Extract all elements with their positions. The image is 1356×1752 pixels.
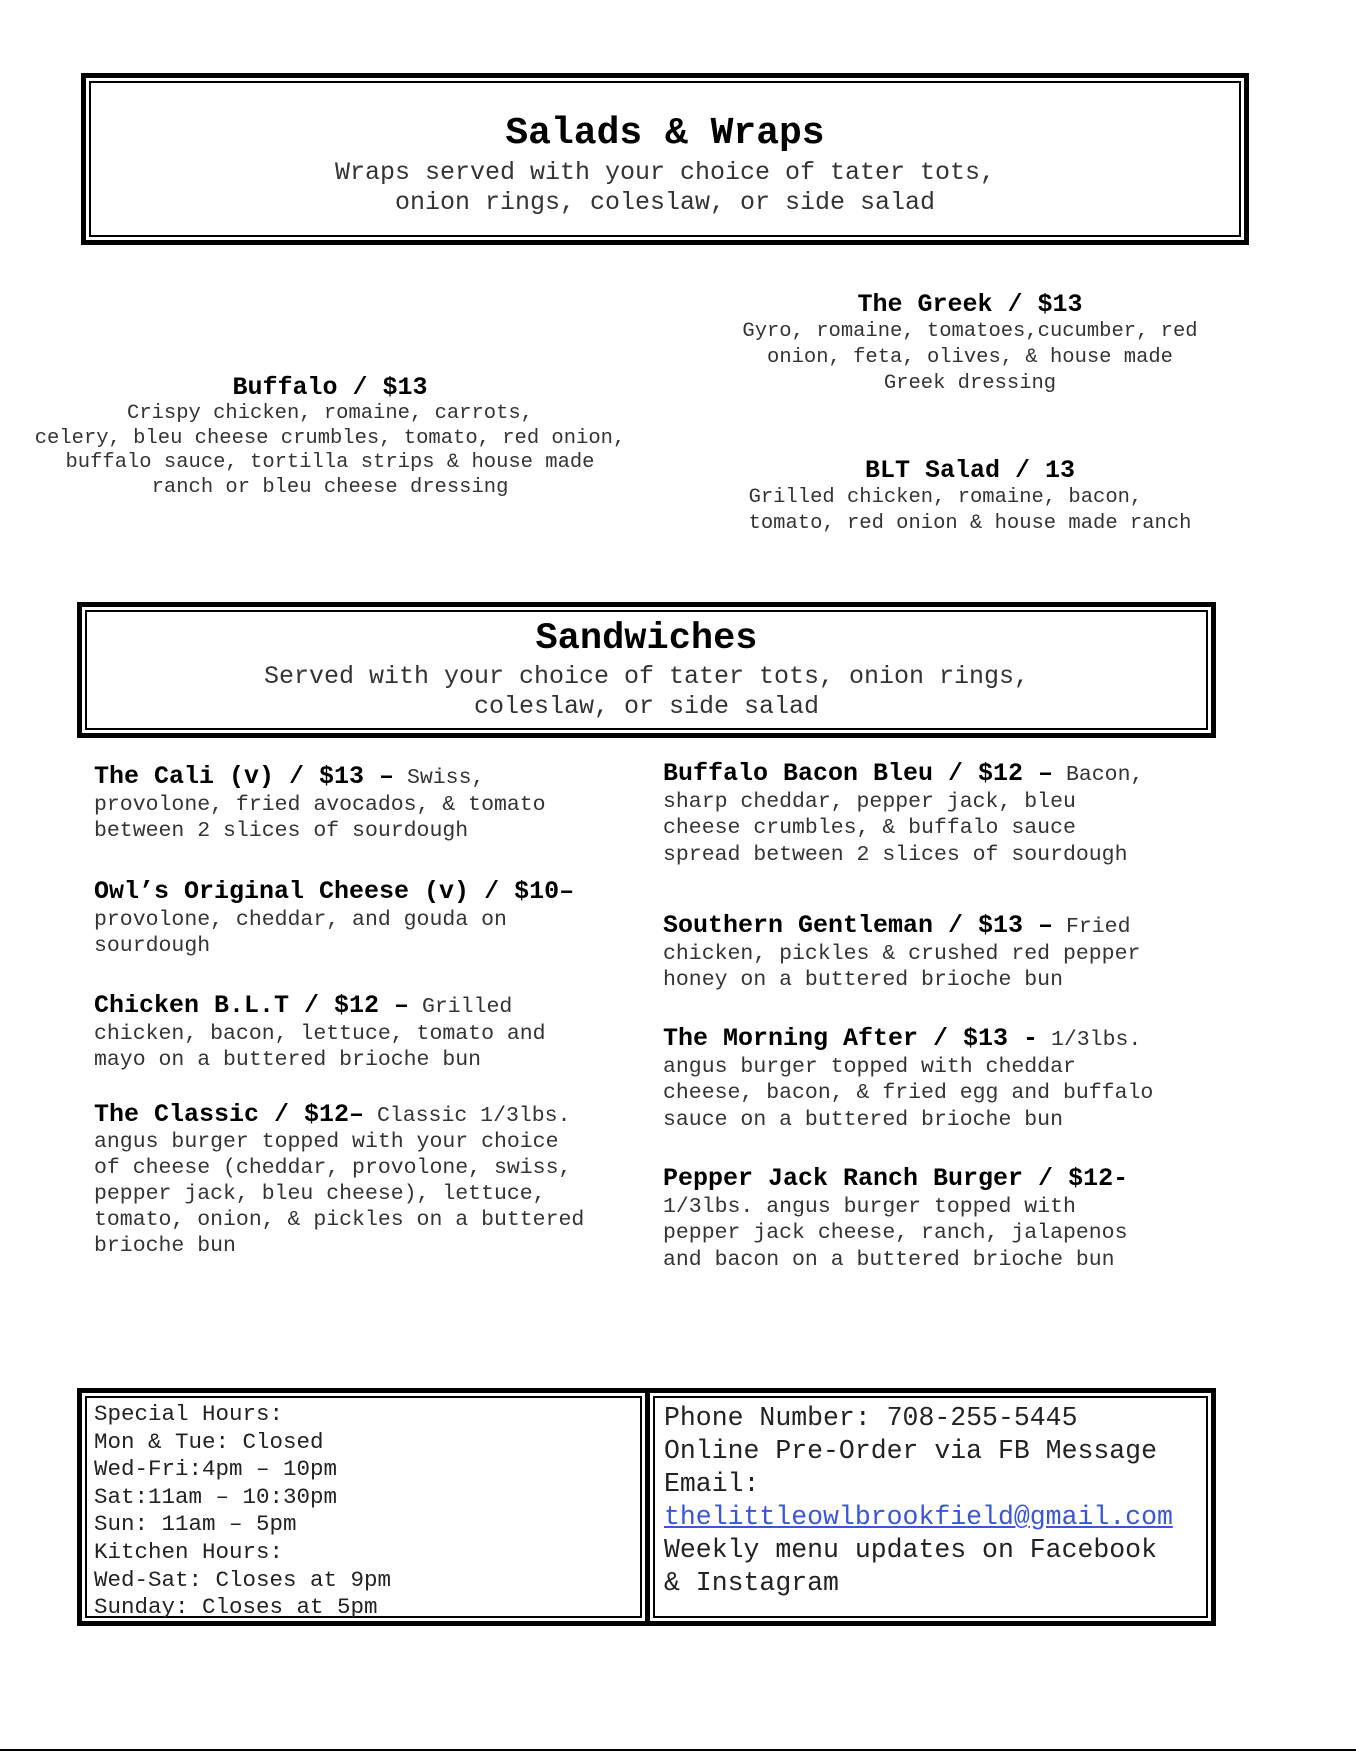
salads-wraps-subtitle: Wraps served with your choice of tater tots, onion rings, coleslaw, or side salad	[334, 158, 996, 217]
item-name: Pepper Jack Ranch Burger / $12-	[663, 1164, 1129, 1193]
sandwiches-header-box	[77, 602, 1216, 738]
sandwiches-title: Sandwiches	[535, 618, 758, 660]
sandwich-owls-original-cheese	[94, 879, 654, 960]
item-description: Bacon, sharp cheddar, pepper jack, bleu cheese crumbles, & buffalo sauce spread between 2 slices of sourdough	[663, 763, 1144, 867]
item-description: Swiss, provolone, fried avocados, & tomato between 2 slices of sourdough	[94, 766, 546, 843]
menu-item-the-greek	[690, 290, 1250, 397]
sandwich-the-cali	[94, 764, 654, 845]
email-link[interactable]: thelittleowlbrookfield@gmail.com	[664, 1502, 1173, 1532]
item-name: The Cali (v) / $13 –	[94, 762, 395, 791]
salads-wraps-title: Salads & Wraps	[505, 112, 825, 155]
item-description: 1/3lbs. angus burger topped with cheddar cheese, bacon, & fried egg and buffalo sauce on a buttered brioche bun	[663, 1028, 1154, 1132]
item-name: The Morning After / $13 -	[663, 1024, 1039, 1053]
item-name: Buffalo / $13	[232, 373, 428, 402]
item-description: Grilled chicken, bacon, lettuce, tomato and mayo on a buttered brioche bun	[94, 995, 546, 1072]
preorder-info: Online Pre-Order via FB Message	[664, 1436, 1157, 1466]
sandwich-buffalo-bacon-bleu	[663, 761, 1223, 868]
contact-box	[645, 1388, 1216, 1626]
item-description: Classic 1/3lbs. angus burger topped with your choice of cheese (cheddar, provolone, swiss, pepper jack, bleu cheese), lettuce, tomato, onion, & pickles on a buttered brioche bun	[94, 1104, 585, 1258]
item-name: The Greek / $13	[857, 290, 1083, 319]
item-description: Gyro, romaine, tomatoes,cucumber, red onion, feta, olives, & house made Greek dressing	[742, 320, 1198, 395]
hours-box	[77, 1388, 650, 1626]
item-name: Buffalo Bacon Bleu / $12 –	[663, 759, 1054, 788]
contact-text	[664, 1402, 1173, 1600]
item-description: Crispy chicken, romaine, carrots, celery, bleu cheese crumbles, tomato, red onion, buffalo sauce, tortilla strips & house made ranch or bleu cheese dressing	[34, 402, 626, 499]
item-name: The Classic / $12–	[94, 1100, 365, 1129]
bottom-divider	[0, 1749, 1356, 1751]
hours-text: Special Hours: Mon & Tue: Closed Wed-Fri:4pm – 10pm Sat:11am – 10:30pm Sun: 11am – 5pm Kitchen Hours: Wed-Sat: Closes at 9pm Sunday: Closes at 5pm	[94, 1401, 392, 1621]
menu-item-buffalo-salad	[20, 373, 640, 500]
item-name: BLT Salad / 13	[864, 456, 1076, 485]
sandwiches-subtitle: Served with your choice of tater tots, onion rings, coleslaw, or side salad	[263, 662, 1030, 721]
item-name: Owl’s Original Cheese (v) / $10–	[94, 877, 575, 906]
menu-item-blt-salad	[690, 456, 1250, 537]
item-description: 1/3lbs. angus burger topped with pepper jack cheese, ranch, jalapenos and bacon on a buttered brioche bun	[663, 1194, 1128, 1272]
item-description: Fried chicken, pickles & crushed red pepper honey on a buttered brioche bun	[663, 915, 1141, 992]
sandwich-southern-gentleman	[663, 913, 1223, 994]
salads-wraps-header-box	[81, 73, 1249, 245]
email-label: Email:	[664, 1469, 760, 1499]
sandwich-the-classic	[94, 1102, 654, 1259]
sandwich-pepper-jack-ranch-burger	[663, 1166, 1223, 1273]
phone-number: Phone Number: 708-255-5445	[664, 1403, 1078, 1433]
sandwich-chicken-blt	[94, 993, 654, 1074]
item-name: Southern Gentleman / $13 –	[663, 911, 1054, 940]
item-description: Grilled chicken, romaine, bacon, tomato, red onion & house made ranch	[748, 486, 1192, 535]
social-updates: Weekly menu updates on Facebook & Instagram	[664, 1535, 1157, 1598]
sandwich-the-morning-after	[663, 1026, 1223, 1133]
item-name: Chicken B.L.T / $12 –	[94, 991, 410, 1020]
item-description: provolone, cheddar, and gouda on sourdough	[94, 907, 507, 958]
